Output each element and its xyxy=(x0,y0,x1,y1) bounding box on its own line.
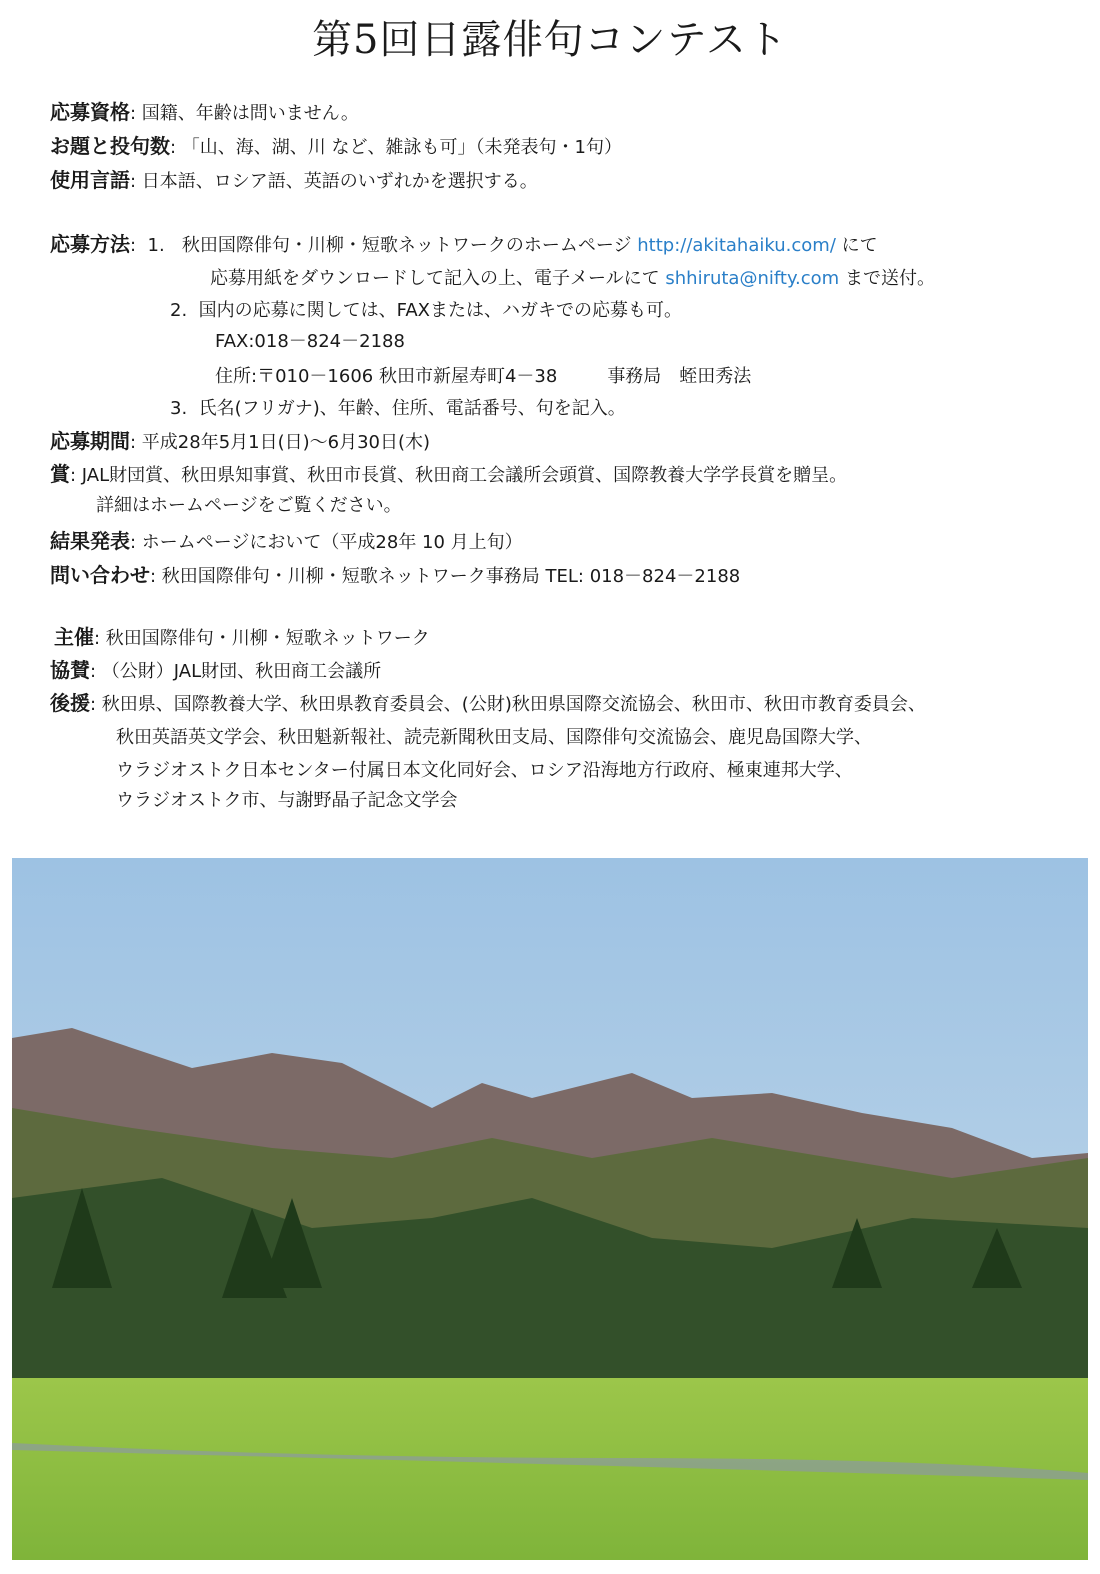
method-row-1b xyxy=(210,267,935,291)
fax-number: FAX:018－824－2188 xyxy=(215,331,405,352)
eligibility-label: 応募資格 xyxy=(50,100,130,124)
method-row-3 xyxy=(170,397,626,421)
contact-row: 問い合わせ: 秋田国際俳句・川柳・短歌ネットワーク事務局 TEL: 018－824－2188 xyxy=(50,563,741,587)
homepage-link[interactable]: http://akitahaiku.com/ xyxy=(637,235,836,256)
theme-row: お題と投句数: 「山、海、湖、川 など、雑詠も可」（未発表句・1句） xyxy=(50,134,622,158)
eligibility-text: 国籍、年齢は問いません。 xyxy=(141,103,359,124)
office-name: 事務局 蛭田秀法 xyxy=(607,366,752,387)
address-text: 住所:〒010－1606 秋田市新屋寿町4－38 xyxy=(215,366,558,387)
theme-label: お題と投句数 xyxy=(50,134,170,158)
period-row: 応募期間: 平成28年5月1日(日)～6月30日(木) xyxy=(50,429,431,453)
support-text: 秋田英語英文学会、秋田魁新報社、読売新聞秋田支局、国際俳句交流協会、鹿児島国際大学、 xyxy=(116,727,872,748)
results-row: 結果発表: ホームページにおいて（平成28年 10 月上旬） xyxy=(50,529,523,553)
method-row-2 xyxy=(170,299,682,323)
method-text: 国内の応募に関しては、FAXまたは、ハガキでの応募も可。 xyxy=(198,300,682,321)
prize-row: 賞: JAL財団賞、秋田県知事賞、秋田市長賞、秋田商工会議所会頭賞、国際教養大学学長賞を贈呈。 xyxy=(50,462,848,486)
method-text: まで送付。 xyxy=(844,268,935,289)
method-label: 応募方法 xyxy=(50,232,130,256)
method-text: 秋田国際俳句・川柳・短歌ネットワークのホームページ xyxy=(181,235,632,256)
support-text: 秋田県、国際教養大学、秋田県教育委員会、(公財)秋田県国際交流協会、秋田市、秋田市教育委員会、 xyxy=(101,694,926,715)
eligibility-row: 応募資格: 国籍、年齢は問いません。 xyxy=(50,100,359,124)
item-number: 3. xyxy=(170,398,188,419)
item-number: 1. xyxy=(147,235,165,256)
method-text: にて xyxy=(841,235,878,256)
period-label: 応募期間 xyxy=(50,429,130,453)
language-label: 使用言語 xyxy=(50,168,130,192)
organizer-label: 主催 xyxy=(54,625,94,649)
contact-text: 秋田国際俳句・川柳・短歌ネットワーク事務局 TEL: 018－824－2188 xyxy=(161,566,741,587)
organizer-text: 秋田国際俳句・川柳・短歌ネットワーク xyxy=(105,628,430,649)
mountain-landscape-photo xyxy=(12,858,1088,1560)
prize-note: 詳細はホームページをご覧ください。 xyxy=(96,495,402,516)
sponsor-text: （公財）JAL財団、秋田商工会議所 xyxy=(101,661,382,682)
support-text: ウラジオストク市、与謝野晶子記念文学会 xyxy=(116,790,458,811)
theme-text: 「山、海、湖、川 など、雑詠も可」（未発表句・1句） xyxy=(181,137,622,158)
results-text: ホームページにおいて（平成28年 10 月上旬） xyxy=(141,532,523,553)
support-label: 後援 xyxy=(50,691,90,715)
sponsor-row: 協賛: （公財）JAL財団、秋田商工会議所 xyxy=(50,658,382,682)
results-label: 結果発表 xyxy=(50,529,130,553)
address-row xyxy=(215,365,751,389)
email-link[interactable]: shhiruta@nifty.com xyxy=(665,268,840,289)
organizer-row: 主催: 秋田国際俳句・川柳・短歌ネットワーク xyxy=(54,625,430,649)
method-text: 応募用紙をダウンロードして記入の上、電子メールにて xyxy=(210,268,660,289)
page-title: 第5回日露俳句コンテスト xyxy=(312,17,788,63)
prize-label: 賞 xyxy=(50,462,70,486)
contact-label: 問い合わせ xyxy=(50,563,150,587)
period-text: 平成28年5月1日(日)～6月30日(木) xyxy=(141,432,431,453)
method-text: 氏名(フリガナ)、年齢、住所、電話番号、句を記入。 xyxy=(198,398,626,419)
item-number: 2. xyxy=(170,300,188,321)
support-row: 後援: 秋田県、国際教養大学、秋田県教育委員会、(公財)秋田県国際交流協会、秋田市、秋田市教育委員会、 xyxy=(50,691,926,715)
support-text: ウラジオストク日本センター付属日本文化同好会、ロシア沿海地方行政府、極東連邦大学、 xyxy=(116,760,853,781)
method-row-1: 応募方法: 1. 秋田国際俳句・川柳・短歌ネットワークのホームページ http://akitahaiku.com/ にて xyxy=(50,232,878,256)
language-row: 使用言語: 日本語、ロシア語、英語のいずれかを選択する。 xyxy=(50,168,538,192)
language-text: 日本語、ロシア語、英語のいずれかを選択する。 xyxy=(141,171,538,192)
sponsor-label: 協賛 xyxy=(50,658,90,682)
prize-text: JAL財団賞、秋田県知事賞、秋田市長賞、秋田商工会議所会頭賞、国際教養大学学長賞を贈呈。 xyxy=(81,465,848,486)
